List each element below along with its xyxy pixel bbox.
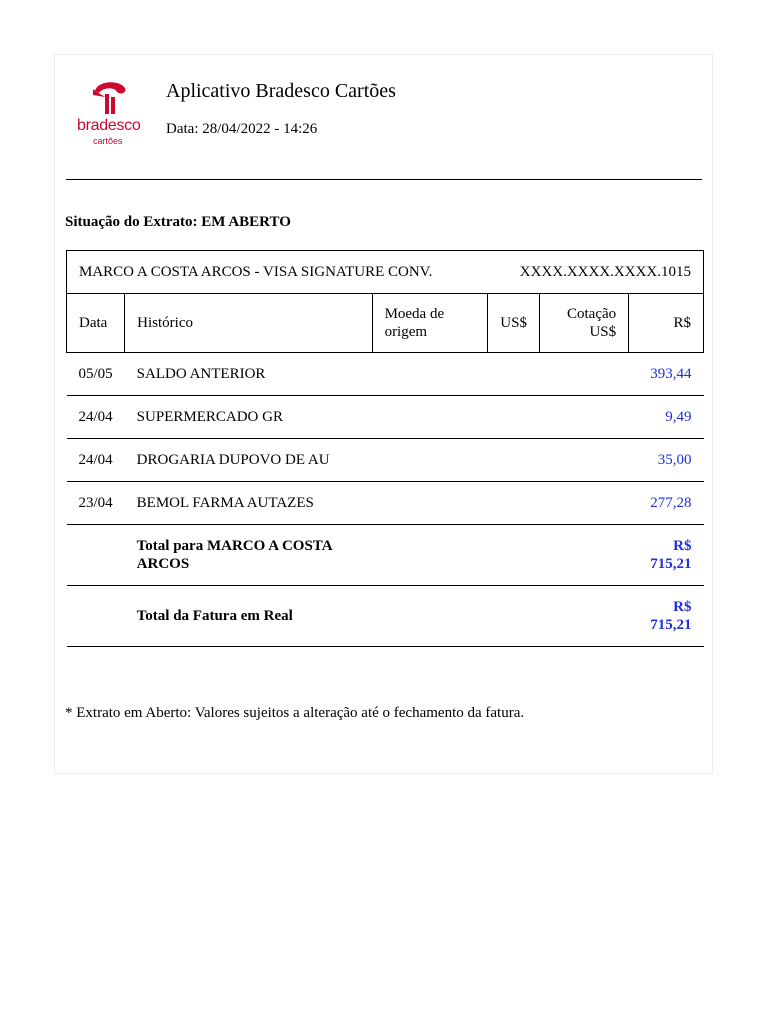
col-data: Data bbox=[67, 294, 125, 353]
app-title: Aplicativo Bradesco Cartões bbox=[166, 80, 396, 102]
row-value: 35,00 bbox=[540, 439, 704, 482]
cardholder-total-value: R$ 715,21 bbox=[540, 525, 704, 586]
cardholder-total-row bbox=[67, 525, 704, 586]
row-date: 05/05 bbox=[67, 353, 125, 396]
invoice-total-row bbox=[67, 586, 704, 647]
col-brl: R$ bbox=[629, 294, 704, 353]
logo-subtext: cartões bbox=[93, 136, 123, 146]
row-description: DROGARIA DUPOVO DE AU bbox=[125, 439, 372, 482]
col-cotacao: Cotação US$ bbox=[540, 294, 629, 353]
card-row bbox=[67, 251, 704, 294]
row-value: 9,49 bbox=[540, 396, 704, 439]
footnote: * Extrato em Aberto: Valores sujeitos a alteração até o fechamento da fatura. bbox=[65, 705, 525, 721]
statement-page bbox=[54, 54, 713, 774]
statement-status: Situação do Extrato: EM ABERTO bbox=[65, 214, 291, 230]
row-date: 23/04 bbox=[67, 482, 125, 525]
statement-table bbox=[66, 250, 704, 647]
bradesco-logo-icon bbox=[89, 77, 129, 115]
row-date: 24/04 bbox=[67, 439, 125, 482]
cardholder-total-label: Total para MARCO A COSTA ARCOS bbox=[125, 525, 372, 586]
row-date: 24/04 bbox=[67, 396, 125, 439]
card-holder: MARCO A COSTA ARCOS - VISA SIGNATURE CONV. bbox=[79, 263, 433, 280]
bradesco-logo bbox=[77, 77, 147, 149]
col-usd: US$ bbox=[488, 294, 540, 353]
row-value: 393,44 bbox=[540, 353, 704, 396]
table-row bbox=[67, 353, 704, 396]
table-header bbox=[67, 294, 704, 353]
card-number: XXXX.XXXX.XXXX.1015 bbox=[519, 263, 691, 280]
invoice-total-label: Total da Fatura em Real bbox=[125, 586, 372, 647]
header-divider bbox=[66, 179, 702, 180]
logo-text: bradesco bbox=[77, 117, 141, 134]
col-moeda: Moeda de origem bbox=[372, 294, 488, 353]
statement-date: Data: 28/04/2022 - 14:26 bbox=[166, 121, 318, 137]
row-description: SALDO ANTERIOR bbox=[125, 353, 372, 396]
invoice-total-value: R$ 715,21 bbox=[540, 586, 704, 647]
col-historico: Histórico bbox=[125, 294, 372, 353]
table-row bbox=[67, 482, 704, 525]
row-description: BEMOL FARMA AUTAZES bbox=[125, 482, 372, 525]
table-row bbox=[67, 396, 704, 439]
row-description: SUPERMERCADO GR bbox=[125, 396, 372, 439]
row-value: 277,28 bbox=[540, 482, 704, 525]
table-row bbox=[67, 439, 704, 482]
